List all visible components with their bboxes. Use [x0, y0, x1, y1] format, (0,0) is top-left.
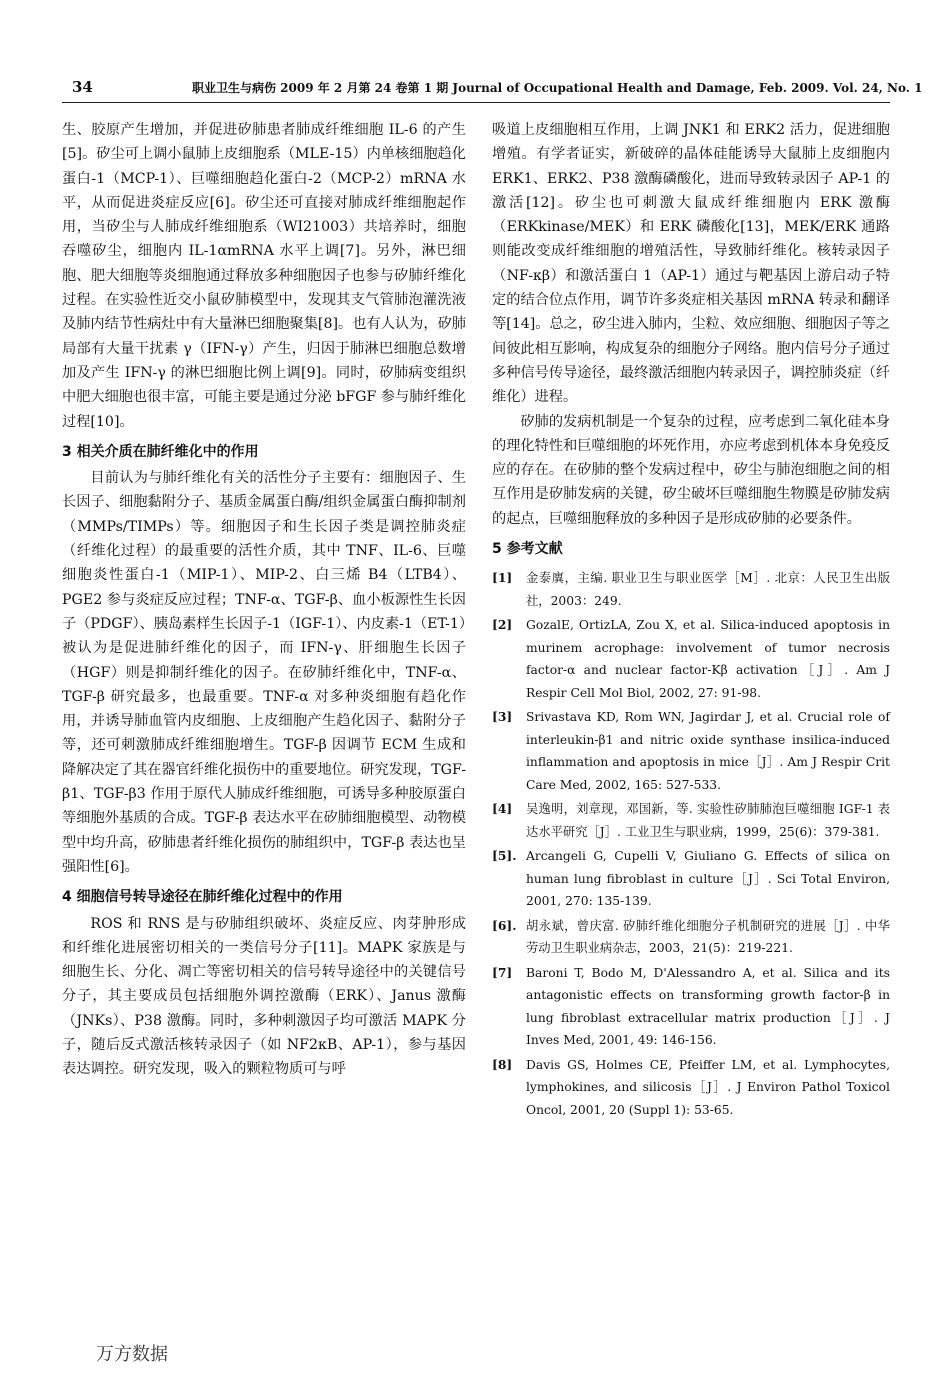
paragraph: 生、胶原产生增加，并促进矽肺患者肺成纤维细胞 IL-6 的产生[5]。矽尘可上调小鼠肺上皮细胞系（MLE-15）内单核细胞趋化蛋白-1（MCP-1）、巨噬细胞趋化蛋白-2（MCP-2）mRNA 水平，从而促进炎症反应[6]。矽尘还可直接对肺成纤维细胞起作用，当矽尘与人肺成纤维细胞系（WI21003）共培养时，细胞吞噬矽尘，细胞内 IL-1αmRNA 水平上调[7]。另外，淋巴细胞、肥大细胞等炎细胞通过释放多种细胞因子也参与矽肺纤维化过程。在实验性近交小鼠矽肺模型中，发现其支气管肺泡灌洗液及肺内结节性病灶中有大量淋巴细胞聚集[8]。也有人认为，矽肺局部有大量干扰素 γ（IFN-γ）产生，归因于肺淋巴细胞总数增加及产生 IFN-γ 的淋巴细胞比例上调[9]。同时，矽肺病变组织中肥大细胞也很丰富，可能主要是通过分泌 bFGF 参与肺纤维化过程[10]。: [62, 122, 466, 430]
section-5-heading: 5 参考文献: [492, 541, 563, 558]
paragraph: 矽肺的发病机制是一个复杂的过程，应考虑到二氧化硅本身的理化特性和巨噬细胞的坏死作用，亦应考虑到机体本身免疫反应的存在。在矽肺的整个发病过程中，矽尘与肺泡细胞之间的相互作用是矽肺发病的关键，矽尘破坏巨噬细胞生物膜是矽肺发病的起点，巨噬细胞释放的多种因子是形成矽肺的必要条件。: [492, 413, 890, 527]
section-4-heading: 4 细胞信号转导途径在肺纤维化过程中的作用: [62, 889, 343, 906]
reference-number: [8]: [492, 1056, 513, 1072]
page-header: [62, 74, 923, 100]
reference-item: [492, 706, 890, 796]
running-head: 职业卫生与病伤 2009 年 2 月第 24 卷第 1 期 Journal of Occupational Health and Damage, Feb. 2009. Vol. 24, No. 1: [192, 81, 923, 95]
reference-number: [4]: [492, 801, 513, 817]
page-number: 34: [72, 78, 93, 96]
right-column: [492, 118, 890, 1123]
reference-list: [492, 567, 890, 1121]
reference-text: Arcangeli G, Cupelli V, Giuliano G. Effects of silica on human lung fibroblast in culture［J］. Sci Total Environ, 2001, 270: 135-139.: [526, 849, 890, 909]
reference-item: [492, 1054, 890, 1122]
reference-number: [6].: [492, 917, 517, 933]
reference-text: Davis GS, Holmes CE, Pfeiffer LM, et al. Lymphocytes, lymphokines, and silicosis［J］. J Environ Pathol Toxicol Oncol, 2001, 20 (Suppl 1): 53-65.: [526, 1057, 890, 1117]
reference-number: [7]: [492, 964, 513, 980]
left-column: [62, 118, 466, 1082]
reference-number: [3]: [492, 709, 513, 725]
reference-item: [492, 915, 890, 960]
section-3-heading: 3 相关介质在肺纤维化中的作用: [62, 443, 259, 460]
reference-text: GozalE, OrtizLA, Zou X, et al. Silica-induced apoptosis in murinem acrophage: involvement of tumor necrosis factor-α and nuclear factor-Kβ activation［J］. Am J Respir Cell Mol Biol, 2002, 27: 91-98.: [526, 618, 890, 700]
paragraph: 目前认为与肺纤维化有关的活性分子主要有：细胞因子、生长因子、细胞黏附分子、基质金属蛋白酶/组织金属蛋白酶抑制剂（MMPs/TIMPs）等。细胞因子和生长因子类是调控肺炎症（纤维化过程）的最重要的活性介质，其中 TNF、IL-6、巨噬细胞炎性蛋白-1（MIP-1）、MIP-2、白三烯 B4（LTB4）、PGE2 参与炎症反应过程；TNF-α、TGF-β、血小板源性生长因子（PDGF）、胰岛素样生长因子-1（IGF-1）、内皮素-1（ET-1）被认为是促进肺纤维化的因子，而 IFN-γ、肝细胞生长因子（HGF）则是抑制纤维化的因子。在矽肺纤维化中，TNF-α、TGF-β 研究最多，也最重要。TNF-α 对多种炎细胞有趋化作用，并诱导肺血管内皮细胞、上皮细胞产生趋化因子、黏附分子等，还可刺激肺成纤维细胞增生。TGF-β 因调节 ECM 生成和降解决定了其在器官纤维化损伤中的重要地位。研究发现，TGF-β1、TGF-β3 作用于原代人肺成纤维细胞，可诱导多种胶原蛋白等细胞外基质的合成。TGF-β 表达水平在矽肺细胞模型、动物模型中均升高，矽肺患者纤维化损伤的肺组织中，TGF-β 表达也呈强阳性[6]。: [62, 470, 466, 875]
reference-number: [5].: [492, 848, 517, 864]
reference-item: [492, 845, 890, 913]
watermark: 万方数据: [96, 1344, 168, 1365]
reference-text: Baroni T, Bodo M, D'Alessandro A, et al. Silica and its antagonistic effects on transforming growth factor-β in lung fibroblast extracellular matrix production［J］. J Inves Med, 2001, 49: 146-156.: [526, 965, 890, 1048]
paragraph: ROS 和 RNS 是与矽肺组织破坏、炎症反应、肉芽肿形成和纤维化进展密切相关的一类信号分子[11]。MAPK 家族是与细胞生长、分化、凋亡等密切相关的信号转导途径中的关键信号分子，其主要成员包括细胞外调控激酶（ERK）、Janus 激酶（JNKs）、P38 激酶。同时，多种刺激因子均可激活 MAPK 分子，随后反式激活核转录因子（如 NF2κB、AP-1），参与基因表达调控。研究发现，吸入的颗粒物质可与呼: [62, 915, 466, 1078]
reference-item: [492, 614, 890, 704]
reference-text: 金泰廙，主编. 职业卫生与职业医学［M］. 北京：人民卫生出版社，2003：249.: [526, 571, 890, 608]
reference-number: [1]: [492, 570, 513, 586]
reference-text: 胡永斌，曾庆富. 矽肺纤维化细胞分子机制研究的进展［J］. 中华劳动卫生职业病杂志，2003，21(5)：219-221.: [526, 918, 890, 956]
reference-item: [492, 567, 890, 612]
reference-item: [492, 798, 890, 843]
paragraph: 吸道上皮细胞相互作用，上调 JNK1 和 ERK2 活力，促进细胞增殖。有学者证实，新破碎的晶体硅能诱导大鼠肺上皮细胞内 ERK1、ERK2、P38 激酶磷酸化，进而导致转录因子 AP-1 的激活[12]。矽尘也可刺激大鼠成纤维细胞内 ERK 激酶（ERKkinase/MEK）和 ERK 磷酸化[13]，MEK/ERK 通路则能改变成纤维细胞的增殖活性，导致肺纤维化。核转录因子（NF-κβ）和激活蛋白 1（AP-1）通过与靶基因上游启动子特定的结合位点作用，调节许多炎症相关基因 mRNA 转录和翻译等[14]。总之，矽尘进入肺内，尘粒、效应细胞、细胞因子等之间彼此相互影响，构成复杂的细胞分子网络。胞内信号分子通过多种信号传导途径，最终激活细胞内转录因子，调控肺炎症（纤维化）进程。: [492, 122, 891, 406]
reference-number: [2]: [492, 617, 513, 633]
header-rule: [62, 102, 890, 103]
reference-item: [492, 962, 890, 1052]
reference-text: Srivastava KD, Rom WN, Jagirdar J, et al. Crucial role of interleukin-β1 and nitric oxide synthase insilica-induced inflammation and apoptosis in mice［J］. Am J Respir Crit Care Med, 2002, 165: 527-533.: [526, 710, 890, 792]
reference-text: 吴逸明，刘章现，邓国新，等. 实验性矽肺肺泡巨噬细胞 IGF-1 表达水平研究［J］. 工业卫生与职业病，1999，25(6)：379-381.: [526, 802, 890, 839]
